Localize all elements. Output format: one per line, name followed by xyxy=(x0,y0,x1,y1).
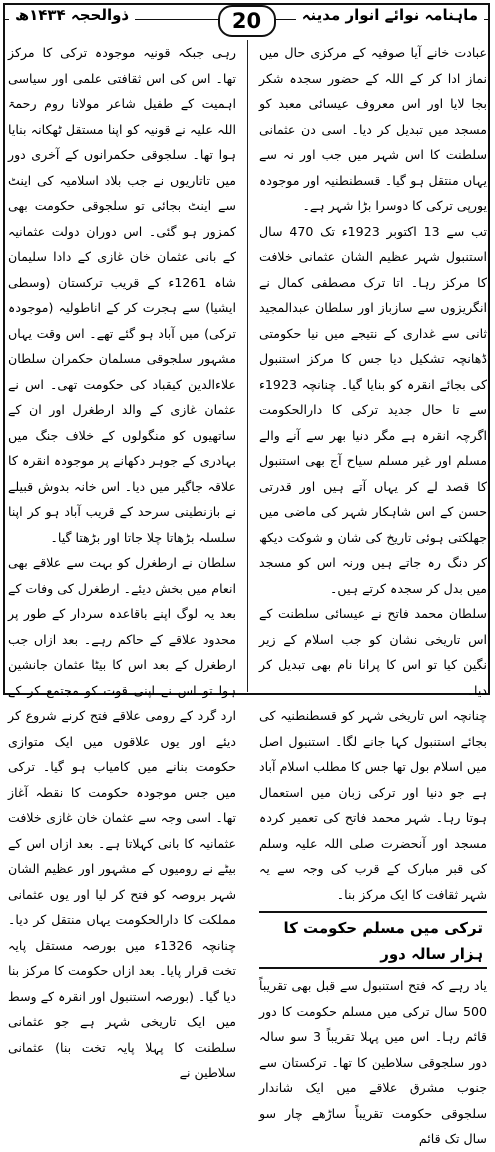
paragraph: تب سے 13 اکتوبر 1923ء تک 470 سال استنبول شہر عظیم الشان عثمانی خلافت کا مرکز رہا۔ اتا ترک مصطفی کمال نے انگریزوں سے سازباز اور سلطان عبدالمجید ثانی سے غداری کے نتیجے میں نیا حکومتی ڈھانچہ تشکیل دیا جس کا مرکز استنبول کی بجائے انقرہ کو بنایا گیا۔ چنانچہ 1923ء سے تا حال جدید ترکی کا دارالحکومت اگرچہ انقرہ ہے مگر دنیا بھر سے آنے والے مسلم اور غیر مسلم سیاح آج بھی استنبول کا قصد لے کر یہاں آتے ہیں اور قدرتی حسن کے اس شاہکار شہر کی ماضی میں جھلکتی ہوئی تاریخ کی شان و شوکت دیکھ کر دنگ رہ جاتے ہیں ورنہ اس کو مسجد میں بدل کر سجدہ کرتے ہیں۔ xyxy=(259,223,487,596)
issue-date: ذوالحجہ ۱۴۳۴ھ xyxy=(9,6,135,24)
paragraph: یاد رہے کہ فتح استنبول سے قبل بھی تقریباً 500 سال ترکی میں مسلم حکومت کا دور قائم رہا۔ اس میں پہلا تقریباً 3 سو سالہ دور سلجوقی سلاطین کا تھا۔ ترکستان سے جنوب مشرق علاقے میں ایک شاندار سلجوقی حکومت تقریباً ساڑھے چار سو سال تک قائم xyxy=(259,978,487,1146)
right-column xyxy=(259,40,487,1152)
page-header xyxy=(5,5,488,35)
left-column xyxy=(8,40,236,1086)
page-number: 20 xyxy=(218,5,276,37)
section-heading: ترکی میں مسلم حکومت کا ہزار سالہ دور xyxy=(259,915,487,969)
paragraph: رہی جبکہ قونیہ موجودہ ترکی کا مرکز تھا۔ اس کی اس ثقافتی علمی اور سیاسی اہمیت کے طفیل شاعر مولانا روم رحمۃ اللہ علیہ نے قونیہ کو اپنا مستقل ٹھکانہ بنایا ہوا تھا۔ سلجوقی حکمرانوں کے آخری دور میں تاتاریوں نے جب بلاد اسلامیہ کی اینٹ سے اینٹ بجائی تو سلجوقی حکومت بھی کمزور ہو گئی۔ اس دوران دولت عثمانیہ کے بانی عثمان خان غازی کے دادا سلیمان شاہ 1261ء کے قریب ترکستان (وسطی ایشیا) سے ہجرت کر کے اناطولیہ (موجودہ ترکی) میں آباد ہو گئے تھے۔ اس وقت یہاں مشہور سلجوقی مسلمان حکمران سلطان علاءالدین کیقباد کی حکومت تھی۔ اس نے عثمان غازی کے والد ارطغرل اور ان کے ساتھیوں کو منگولوں کے خلاف جنگ میں بہادری کے جوہر دکھانے پر موجودہ انقرہ کا علاقہ جاگیر میں دیا۔ اس خانہ بدوش قبیلے نے بازنطینی سرحد کے قریب آباد ہو کر اپنا سلسلہ بڑھاتا چلا جاتا اور بڑھتا گیا۔ xyxy=(8,45,236,545)
paragraph: عبادت خانے آیا صوفیہ کے مرکزی حال میں نماز ادا کر کے اللہ کے حضور سجدہ شکر بجا لایا اور اس معروف عیسائی معبد کو مسجد میں تبدیل کر دیا۔ اسی دن عثمانی سلطنت کا اس شہر میں جب اور نہ سے یہاں منتقل ہو گیا۔ قسطنطنیہ اور موجودہ یورپی ترکی کا دوسرا بڑا شہر ہے۔ xyxy=(259,45,487,213)
paragraph: سلطان محمد فاتح نے عیسائی سلطنت کے اس تاریخی نشان کو جب اسلام کے زیر نگین کیا تو اس کا پرانا نام بھی تبدیل کر دیا۔ xyxy=(259,606,487,698)
paragraph: چنانچہ اس تاریخی شہر کو قسطنطنیہ کی بجائے استنبول کہا جانے لگا۔ استنبول اصل میں اسلام بول تھا جس کا مطلب اسلام آباد ہے جو دنیا اور ترکی زبان میں استعمال ہوتا رہا۔ شہر محمد فاتح کی تعمیر کردہ مسجد اور آنحضرت صلی اللہ علیہ وسلم کی قبر مبارک کے قرب کی وجہ سے یہ شہر ثقافت کا ایک مرکز بنا۔ xyxy=(259,708,487,902)
paragraph: سلطان نے ارطغرل کو بہت سے علاقے بھی انعام میں بخش دیئے۔ ارطغرل کی وفات کے بعد یہ لوگ اپنے باقاعدہ سردار کے طور پر محدود علاقے کے حاکم رہے۔ بعد ازاں جب ارطغرل کے بعد اس کا بیٹا عثمان جانشین ہوا تو اس نے اپنی قوت کو مجتمع کر کے ارد گرد کے رومی علاقے فتح کرنے شروع کر دیئے اور یوں علاقوں میں ایک متوازی حکومت بنانے میں کامیاب ہو گیا۔ ترکی میں جس موجودہ حکومت کا نقطہ آغاز تھا۔ اسی وجہ سے عثمان خان غازی خلافت عثمانیہ کا بانی کہلاتا ہے۔ بعد ازاں اس کے بیٹے نے رومیوں کے مشہور اور عظیم الشان شہر بروصہ کو فتح کر لیا اور یوں عثمانی مملکت کا دارالحکومت یہاں منتقل کر دیا۔ چنانچہ 1326ء میں بورصہ مستقل پایہ تخت قرار پایا۔ بعد ازاں حکومت کا مرکز بنا دیا گیا۔ (بورصہ استنبول اور انقرہ کے وسط میں ایک تاریخی شہر ہے جو عثمانی سلطنت کا پہلا پایہ تخت بنا) عثمانی سلاطین نے xyxy=(8,555,236,1080)
magazine-name: ماہنامہ نوائے انوار مدینہ xyxy=(296,6,484,24)
column-divider xyxy=(247,40,248,692)
section-heading-box xyxy=(259,911,487,969)
